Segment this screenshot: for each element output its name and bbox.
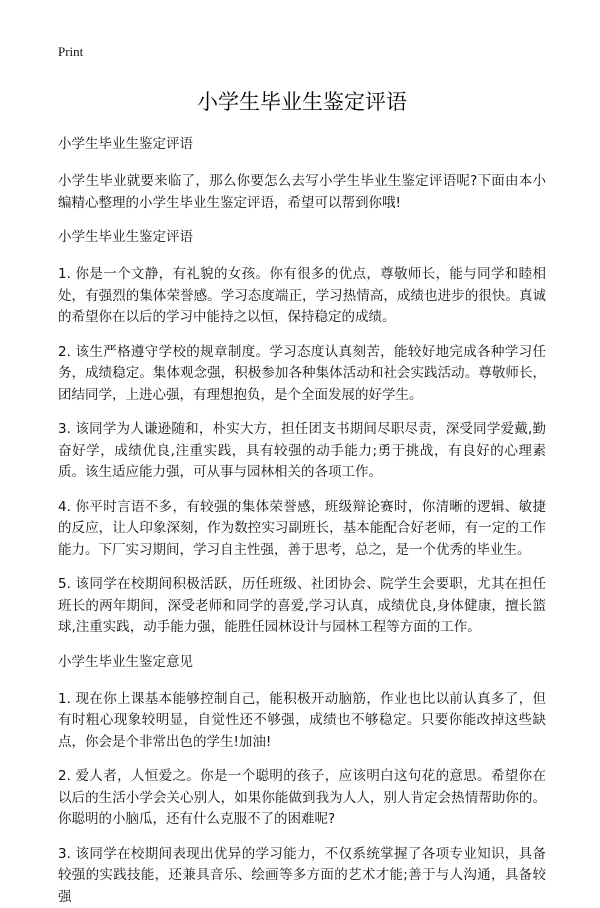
intro-heading: 小学生毕业生鉴定评语 [58, 134, 546, 155]
section2-item-2: 2. 爱人者，人恒爱之。你是一个聪明的孩子，应该明白这句花的意思。希望你在以后的生活小学会关心别人，如果你能做到我为人人，别人肯定会热情帮助你的。你聪明的小脑瓜，还有什么克服不了的困难呢? [58, 766, 546, 831]
page-title: 小学生毕业生鉴定评语 [58, 88, 546, 116]
section1-item-1: 1. 你是一个文静，有礼貌的女孩。你有很多的优点，尊敬师长，能与同学和睦相处，有强烈的集体荣誉感。学习态度端正，学习热情高，成绩也进步的很快。真诚的希望你在以后的学习中能持之以恒，保持稳定的成绩。 [58, 264, 546, 329]
section1-item-4: 4. 你平时言语不多，有较强的集体荣誉感，班级辩论赛时，你清晰的逻辑、敏捷的反应，让人印象深刻，作为数控实习副班长，基本能配合好老师，有一定的工作能力。下厂实习期间，学习自主性强，善于思考，总之，是一个优秀的毕业生。 [58, 497, 546, 562]
section1-heading: 小学生毕业生鉴定评语 [58, 227, 546, 248]
intro-paragraph: 小学生毕业就要来临了，那么你要怎么去写小学生毕业生鉴定评语呢?下面由本小编精心整理的小学生毕业生鉴定评语，希望可以帮到你哦! [58, 171, 546, 214]
section1-item-5: 5. 该同学在校期间积极活跃，历任班级、社团协会、院学生会要职，尤其在担任班长的两年期间，深受老师和同学的喜爱,学习认真，成绩优良,身体健康，擅长篮球,注重实践，动手能力强，能胜任园林设计与园林工程等方面的工作。 [58, 574, 546, 639]
section2-item-1: 1. 现在你上课基本能够控制自己，能积极开动脑筋，作业也比以前认真多了，但有时粗心现象较明显，自觉性还不够强，成绩也不够稳定。只要你能改掉这些缺点，你会是个非常出色的学生!加油! [58, 689, 546, 754]
section2-heading: 小学生毕业生鉴定意见 [58, 652, 546, 673]
section1-item-3: 3. 该同学为人谦逊随和，朴实大方，担任团支书期间尽职尽责，深受同学爱戴,勤奋好学，成绩优良,注重实践，具有较强的动手能力;勇于挑战，有良好的心理素质。该生适应能力强，可从事与园林相关的各项工作。 [58, 419, 546, 484]
print-link[interactable]: Print [58, 44, 546, 60]
section1-item-2: 2. 该生严格遵守学校的规章制度。学习态度认真刻苦，能较好地完成各种学习任务，成绩稳定。集体观念强，积极参加各种集体活动和社会实践活动。尊敬师长，团结同学，上进心强，有理想抱负，是个全面发展的好学生。 [58, 342, 546, 407]
section2-item-3: 3. 该同学在校期间表现出优异的学习能力，不仅系统掌握了各项专业知识，具备较强的实践技能，还兼具音乐、绘画等多方面的艺术才能;善于与人沟通，具备较强 [58, 844, 546, 908]
